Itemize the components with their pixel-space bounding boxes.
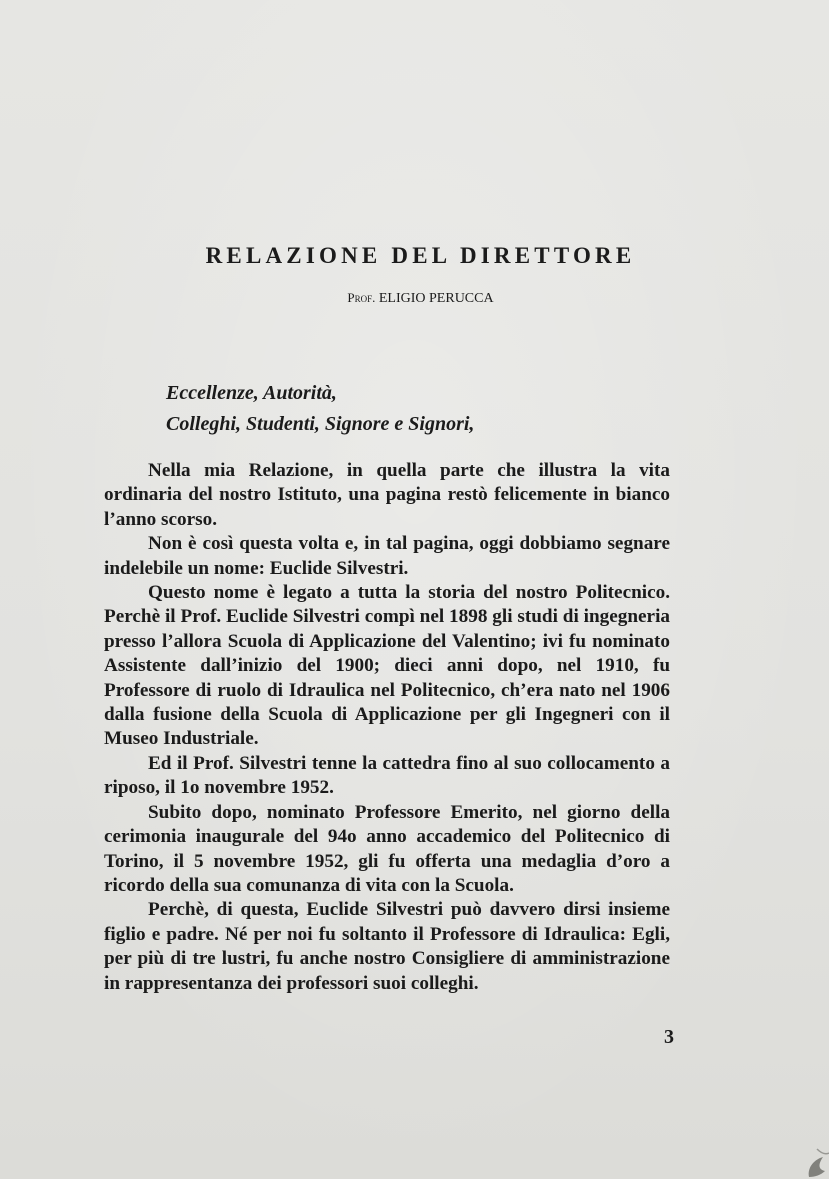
- paragraph-2: Non è così questa volta e, in tal pagina, oggi dobbiamo segnare indelebile un nome: Euclide Silvestri.: [104, 533, 670, 579]
- paragraph-4: Ed il Prof. Silvestri tenne la cattedra fino al suo collocamento a riposo, il 1o novembre 1952.: [104, 752, 670, 799]
- author-prefix: Prof.: [347, 290, 376, 305]
- document-title: RELAZIONE DEL DIRETTORE: [205, 243, 636, 268]
- paragraph-1: Nella mia Relazione, in quella parte che illustra la vita ordinaria del nostro Istituto, una pagina restò felicemente in bianco l’anno scorso.: [104, 460, 670, 530]
- paragraph-5: Subito dopo, nominato Professore Emerito, nel giorno della cerimonia inaugurale del 94o anno accademico del Politecnico di Torino, il 5 novembre 1952, gli fu offerta una medaglia d’oro a ricordo della sua comunanza di vita con la Scuola.: [104, 801, 670, 896]
- salutation-line-1: Eccellenze, Autorità,: [166, 382, 337, 404]
- paragraph-6: Perchè, di questa, Euclide Silvestri può davvero dirsi insieme figlio e padre. Né per noi fu soltanto il Professore di Idraulica: Egli, per più di tre lustri, fu anche nostro Consigliere di amministrazione in rappresentanza dei professori suoi colleghi.: [104, 899, 670, 994]
- author-name: ELIGIO PERUCCA: [378, 291, 494, 306]
- page-number: 3: [664, 1026, 674, 1048]
- author-line: [0, 290, 829, 307]
- page-corner-smudge: [779, 1119, 829, 1179]
- paragraph-3: Questo nome è legato a tutta la storia del nostro Politecnico. Perchè il Prof. Euclide Silvestri compì nel 1898 gli studi di ingegneria presso l’allora Scuola di Applicazione del Valentino; ivi fu nominato Assistente dall’inizio del 1900; dieci anni dopo, nel 1910, fu Professore di ruolo di Idraulica nel Politecnico, ch’era nato nel 1906 dalla fusione della Scuola di Applicazione per gli Ingegneri con il Museo Industriale.: [104, 582, 670, 750]
- salutation-line-2: Colleghi, Studenti, Signore e Signori,: [166, 413, 475, 435]
- body-text: [104, 459, 670, 996]
